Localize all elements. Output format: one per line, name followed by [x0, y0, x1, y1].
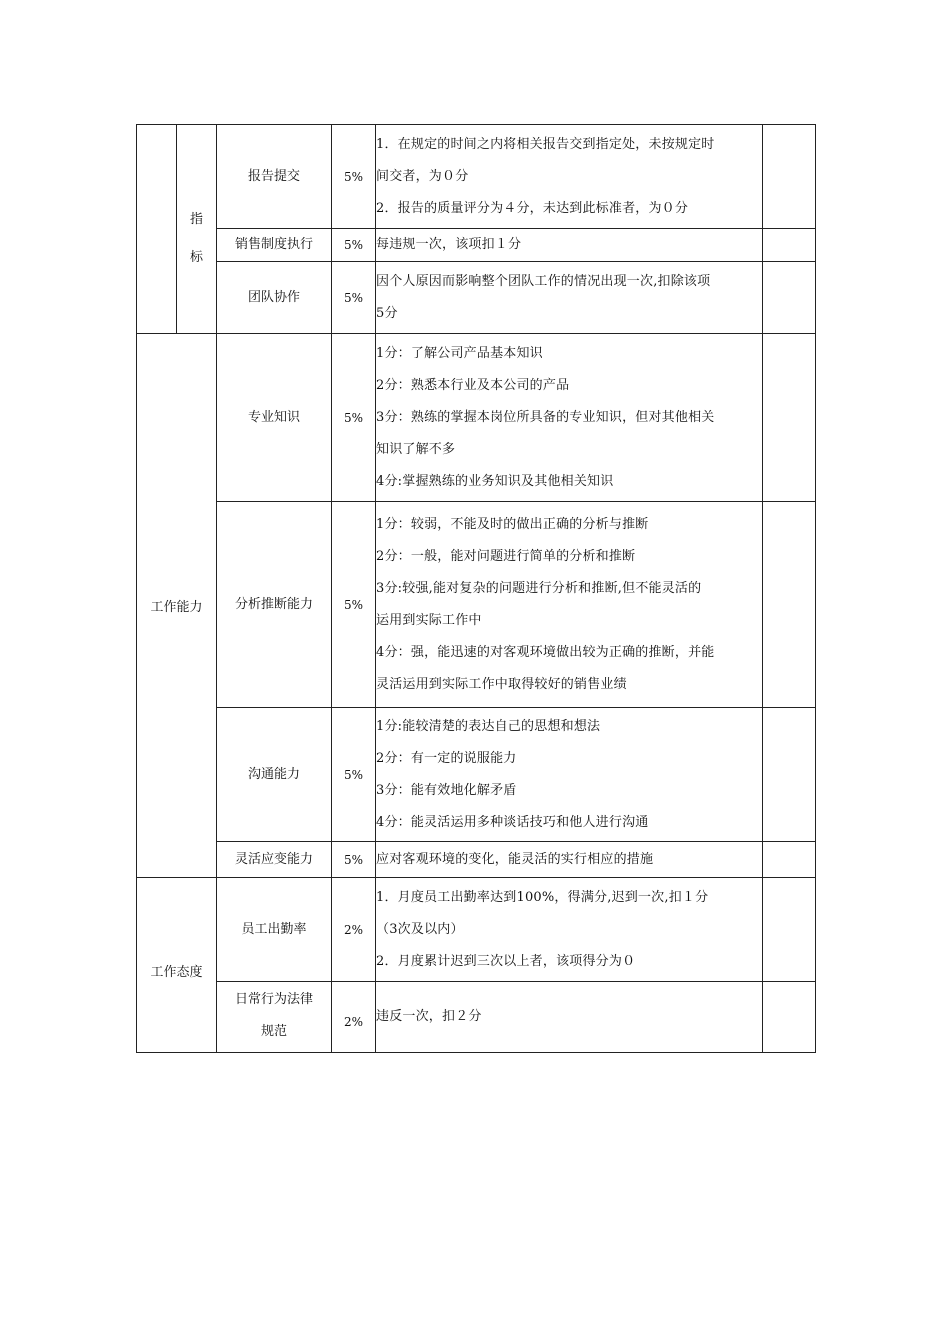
criteria-line: 1分：了解公司产品基本知识	[376, 345, 543, 361]
criteria-line: 运用到实际工作中	[376, 612, 482, 628]
criteria-line: 违反一次，扣２分	[376, 1009, 482, 1024]
item-name	[217, 982, 332, 1053]
item-weight: 2%	[332, 982, 376, 1053]
criteria-line: 1分：较弱，不能及时的做出正确的分析与推断	[376, 516, 649, 532]
item-weight: 5%	[332, 229, 376, 262]
criteria-line: （3次及以内）	[376, 921, 464, 937]
item-name-line: 规范	[260, 1024, 287, 1039]
category-cell-empty	[137, 125, 177, 334]
criteria-line: 每违规一次，该项扣１分	[376, 237, 522, 252]
category-cell: 工作能力	[137, 334, 217, 878]
table-row	[137, 262, 816, 334]
item-name: 销售制度执行	[217, 229, 332, 262]
item-criteria	[376, 125, 763, 229]
criteria-line: 1．在规定的时间之内将相关报告交到指定处，未按规定时	[376, 136, 715, 152]
item-name: 专业知识	[217, 334, 332, 502]
table-row	[137, 842, 816, 878]
score-cell	[763, 982, 816, 1053]
criteria-line: 2分：一般，能对问题进行简单的分析和推断	[376, 548, 636, 564]
item-name: 员工出勤率	[217, 878, 332, 982]
item-weight: 5%	[332, 262, 376, 334]
score-cell	[763, 334, 816, 502]
item-criteria	[376, 708, 763, 842]
score-cell	[763, 502, 816, 708]
criteria-line: 5分	[376, 305, 398, 321]
item-criteria	[376, 842, 763, 878]
item-weight: 5%	[332, 708, 376, 842]
item-criteria	[376, 229, 763, 262]
score-cell	[763, 708, 816, 842]
criteria-line: 1分:能较清楚的表达自己的思想和想法	[376, 718, 601, 734]
table-row	[137, 334, 816, 502]
item-criteria	[376, 878, 763, 982]
item-weight: 5%	[332, 334, 376, 502]
table-row	[137, 708, 816, 842]
item-name: 沟通能力	[217, 708, 332, 842]
criteria-line: 间交者，为０分	[376, 168, 469, 184]
table-row	[137, 125, 816, 229]
criteria-line: 3分：能有效地化解矛盾	[376, 782, 517, 798]
criteria-line: 3分:较强,能对复杂的问题进行分析和推断,但不能灵活的	[376, 580, 702, 596]
table-row	[137, 982, 816, 1053]
criteria-line: 2分：有一定的说服能力	[376, 750, 517, 766]
item-criteria	[376, 502, 763, 708]
criteria-line: 3分：熟练的掌握本岗位所具备的专业知识，但对其他相关	[376, 409, 715, 425]
criteria-line: 1．月度员工出勤率达到100%，得满分,迟到一次,扣１分	[376, 889, 709, 905]
item-weight: 5%	[332, 842, 376, 878]
item-weight: 5%	[332, 125, 376, 229]
table-row	[137, 229, 816, 262]
item-criteria	[376, 262, 763, 334]
score-cell	[763, 262, 816, 334]
criteria-line: 知识了解不多	[376, 441, 456, 457]
criteria-line: 2．报告的质量评分为４分，未达到此标准者，为０分	[376, 200, 689, 216]
criteria-line: 因个人原因而影响整个团队工作的情况出现一次,扣除该项	[376, 273, 711, 289]
table-row	[137, 878, 816, 982]
criteria-line: 2分：熟悉本行业及本公司的产品	[376, 377, 570, 393]
score-cell	[763, 878, 816, 982]
score-cell	[763, 229, 816, 262]
criteria-line: 4分:掌握熟练的业务知识及其他相关知识	[376, 473, 614, 489]
item-name-line: 日常行为法律	[234, 992, 313, 1007]
sub-category-cell	[177, 125, 217, 334]
criteria-line: 应对客观环境的变化，能灵活的实行相应的措施	[376, 851, 654, 867]
item-name: 团队协作	[217, 262, 332, 334]
item-name: 灵活应变能力	[217, 842, 332, 878]
score-cell	[763, 842, 816, 878]
criteria-line: 2．月度累计迟到三次以上者，该项得分为０	[376, 953, 636, 969]
sub-category-char: 标	[189, 250, 203, 265]
item-weight: 2%	[332, 878, 376, 982]
item-criteria	[376, 982, 763, 1053]
table-row	[137, 502, 816, 708]
item-name: 报告提交	[217, 125, 332, 229]
evaluation-table	[136, 124, 816, 1053]
criteria-line: 灵活运用到实际工作中取得较好的销售业绩	[376, 676, 627, 692]
item-criteria	[376, 334, 763, 502]
score-cell	[763, 125, 816, 229]
criteria-line: 4分：强，能迅速的对客观环境做出较为正确的推断，并能	[376, 644, 715, 660]
item-weight: 5%	[332, 502, 376, 708]
item-name: 分析推断能力	[217, 502, 332, 708]
criteria-line: 4分：能灵活运用多种谈话技巧和他人进行沟通	[376, 814, 649, 830]
sub-category-char: 指	[189, 212, 203, 227]
category-cell: 工作态度	[137, 878, 217, 1053]
